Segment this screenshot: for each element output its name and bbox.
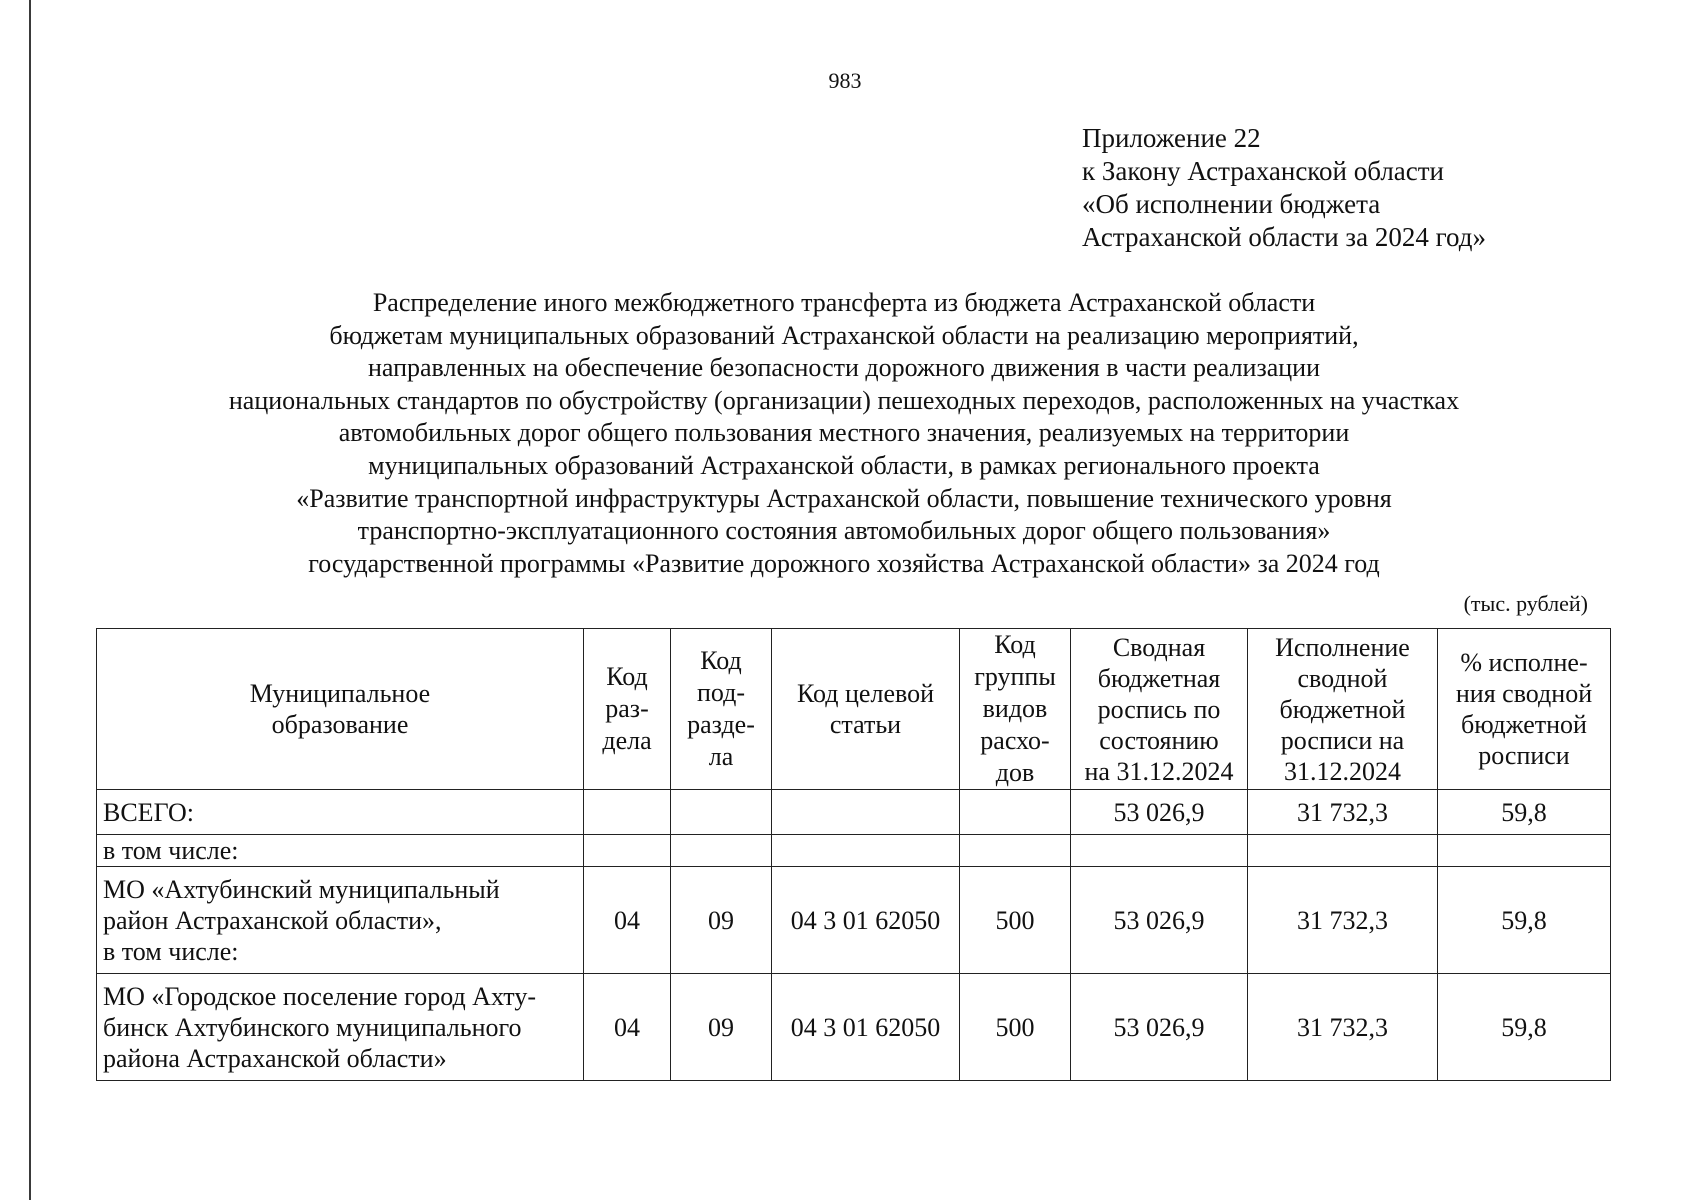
appendix-line: Приложение 22 xyxy=(1082,123,1261,153)
header-budget-execution xyxy=(1248,629,1438,790)
header-line: Код xyxy=(700,646,742,675)
cell-expense-group-code xyxy=(960,835,1071,867)
table-row-total xyxy=(97,790,1611,835)
header-line: роспись по xyxy=(1097,694,1221,724)
cell-line: район Астраханской области», xyxy=(103,905,442,935)
header-line: дела xyxy=(602,726,652,755)
cell-line: в том числе: xyxy=(103,936,239,966)
cell-section-code xyxy=(584,835,671,867)
cell-budget-execution xyxy=(1248,835,1438,867)
table-row-including xyxy=(97,835,1611,867)
cell-subsection-code: 09 xyxy=(671,974,772,1081)
cell-municipality xyxy=(97,974,584,1081)
cell-budget-plan: 53 026,9 xyxy=(1071,867,1248,974)
cell-target-code: 04 3 01 62050 xyxy=(772,974,960,1081)
header-line: под- xyxy=(696,678,746,707)
cell-line: МО «Ахтубинский муниципальный xyxy=(103,874,500,904)
header-line: состоянию xyxy=(1099,725,1219,755)
cell-expense-group-code xyxy=(960,790,1071,835)
header-target-code xyxy=(772,629,960,790)
header-line: сводной xyxy=(1297,663,1388,693)
header-line: 31.12.2024 xyxy=(1284,756,1401,786)
cell-subsection-code xyxy=(671,790,772,835)
title-line: государственной программы «Развитие дорожного хозяйства Астраханской области» за 2024 год xyxy=(308,548,1380,578)
title-line: национальных стандартов по обустройству (организации) пешеходных переходов, расположенных на участках xyxy=(228,385,1460,415)
header-line: Код целевой xyxy=(796,679,934,708)
header-line: расхо- xyxy=(980,726,1050,755)
header-line: Код xyxy=(606,662,648,691)
budget-table xyxy=(96,628,1611,1081)
appendix-line: к Закону Астраханской области xyxy=(1082,156,1445,186)
page-binding-line xyxy=(29,0,31,1200)
header-budget-plan xyxy=(1071,629,1248,790)
header-line: бюджетная xyxy=(1097,663,1221,693)
cell-target-code xyxy=(772,835,960,867)
title-line: муниципальных образований Астраханской области, в рамках регионального проекта xyxy=(368,450,1320,480)
header-execution-percent xyxy=(1438,629,1611,790)
cell-budget-execution: 31 732,3 xyxy=(1248,867,1438,974)
header-municipality xyxy=(97,629,584,790)
cell-budget-plan: 53 026,9 xyxy=(1071,974,1248,1081)
cell-subsection-code: 09 xyxy=(671,867,772,974)
cell-budget-execution: 31 732,3 xyxy=(1248,974,1438,1081)
header-line: видов xyxy=(982,694,1048,723)
cell-budget-plan: 53 026,9 xyxy=(1071,790,1248,835)
cell-target-code: 04 3 01 62050 xyxy=(772,867,960,974)
table-header-row xyxy=(97,629,1611,790)
header-subsection-code xyxy=(671,629,772,790)
header-line: группы xyxy=(974,662,1056,691)
cell-section-code: 04 xyxy=(584,974,671,1081)
cell-line: бинск Ахтубинского муниципального xyxy=(103,1012,522,1042)
header-line: Муниципальное xyxy=(249,679,431,708)
cell-subsection-code xyxy=(671,835,772,867)
appendix-header xyxy=(1082,122,1486,254)
cell-expense-group-code: 500 xyxy=(960,974,1071,1081)
title-line: направленных на обеспечение безопасности дорожного движения в части реализации xyxy=(367,353,1321,383)
cell-expense-group-code: 500 xyxy=(960,867,1071,974)
cell-municipality xyxy=(97,835,584,867)
title-line: бюджетам муниципальных образований Астраханской области на реализацию мероприятий, xyxy=(329,320,1359,350)
cell-municipality xyxy=(97,867,584,974)
header-section-code xyxy=(584,629,671,790)
header-line: ния сводной xyxy=(1455,679,1593,708)
title-line: транспортно-эксплуатационного состояния автомобильных дорог общего пользования» xyxy=(357,516,1331,546)
header-line: бюджетной xyxy=(1279,694,1406,724)
cell-budget-plan xyxy=(1071,835,1248,867)
cell-line: района Астраханской области» xyxy=(103,1043,447,1073)
header-line: росписи на xyxy=(1280,725,1405,755)
cell-section-code: 04 xyxy=(584,867,671,974)
header-line: дов xyxy=(995,758,1035,787)
header-line: раз- xyxy=(605,694,649,723)
cell-execution-percent: 59,8 xyxy=(1438,790,1611,835)
header-line: Код xyxy=(994,630,1036,659)
header-line: ла xyxy=(708,742,734,771)
document-title xyxy=(120,287,1568,580)
page-number: 983 xyxy=(828,68,862,93)
header-line: росписи xyxy=(1478,741,1570,770)
header-line: бюджетной xyxy=(1461,710,1587,739)
header-line: разде- xyxy=(687,710,755,739)
header-expense-group-code xyxy=(960,629,1071,790)
title-line: «Развитие транспортной инфраструктуры Астраханской области, повышение технического уровня xyxy=(296,483,1392,513)
header-line: % исполне- xyxy=(1460,648,1588,677)
cell-execution-percent: 59,8 xyxy=(1438,974,1611,1081)
appendix-line: «Об исполнении бюджета xyxy=(1082,189,1381,219)
cell-section-code xyxy=(584,790,671,835)
cell-line: ВСЕГО: xyxy=(103,797,194,827)
title-line: автомобильных дорог общего пользования местного значения, реализуемых на территории xyxy=(338,418,1350,448)
units-label: (тыс. рублей) xyxy=(1463,591,1588,616)
cell-line: в том числе: xyxy=(103,836,239,865)
cell-budget-execution: 31 732,3 xyxy=(1248,790,1438,835)
cell-municipality xyxy=(97,790,584,835)
header-line: образование xyxy=(271,710,409,739)
cell-target-code xyxy=(772,790,960,835)
title-line: Распределение иного межбюджетного трансферта из бюджета Астраханской области xyxy=(372,288,1316,317)
cell-line: МО «Городское поселение город Ахту- xyxy=(103,981,536,1011)
cell-execution-percent: 59,8 xyxy=(1438,867,1611,974)
header-line: Исполнение xyxy=(1275,632,1410,662)
header-line: Сводная xyxy=(1112,632,1206,662)
appendix-line: Астраханской области за 2024 год» xyxy=(1082,222,1486,252)
table-row-settlement xyxy=(97,974,1611,1081)
header-line: статьи xyxy=(829,710,902,739)
header-line: на 31.12.2024 xyxy=(1084,756,1234,786)
table-row-district xyxy=(97,867,1611,974)
cell-execution-percent xyxy=(1438,835,1611,867)
